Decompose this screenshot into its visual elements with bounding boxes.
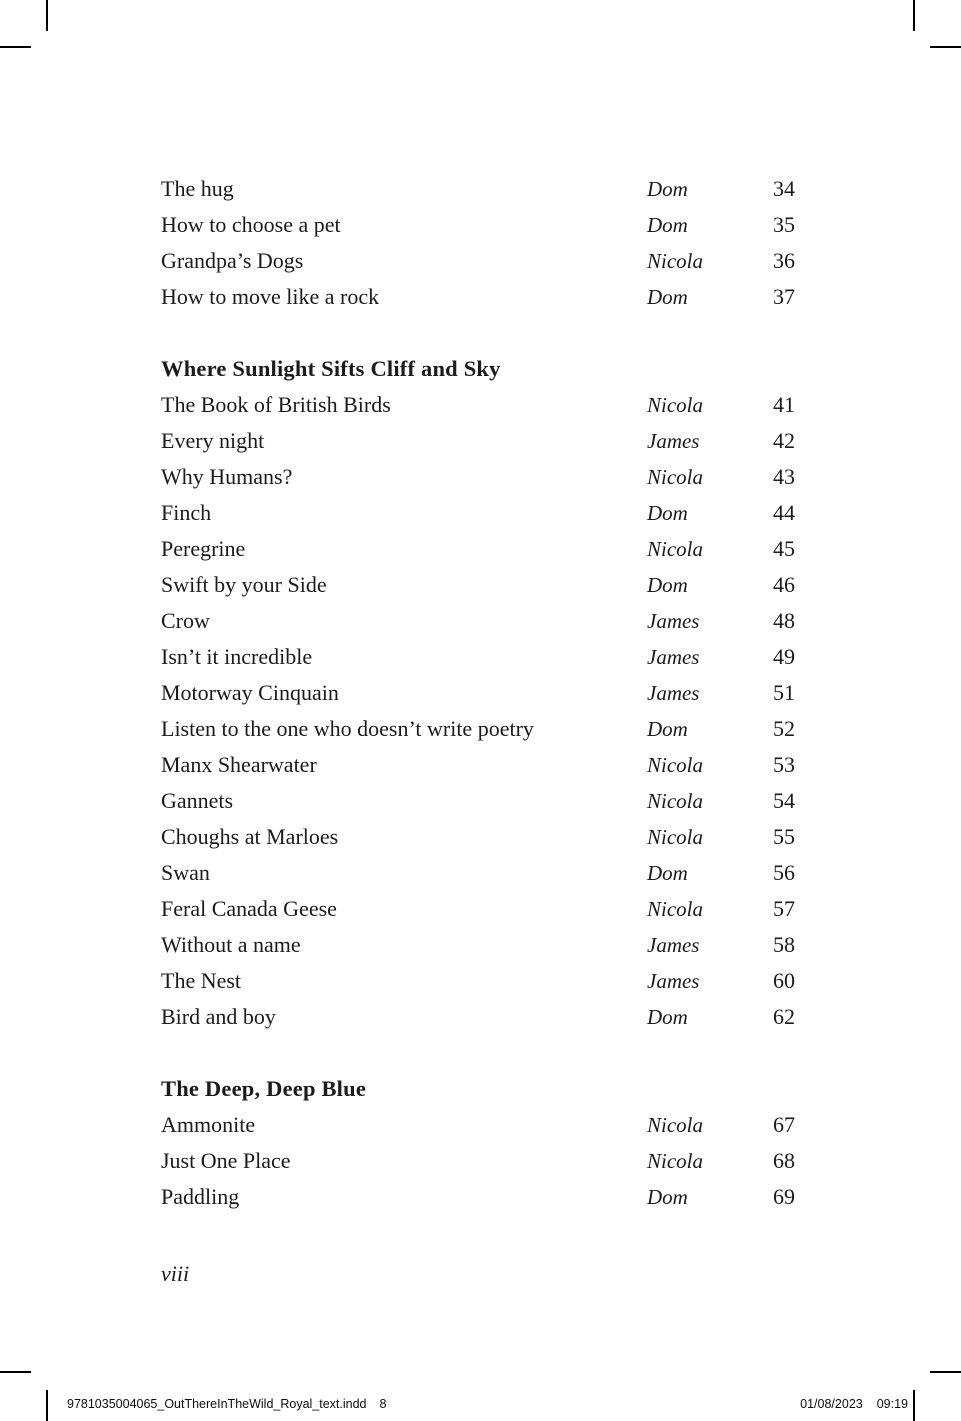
toc-entry-row [161,207,806,243]
footer-file-name: 9781035004065_OutThereInTheWild_Royal_text.indd [67,1397,367,1411]
footer-date: 01/08/2023 [800,1397,863,1411]
toc-entry-author: James [647,681,700,705]
toc-entry-title: Every night [161,428,265,453]
toc-entry-author: Nicola [647,789,703,813]
toc-entry-author: Nicola [647,1149,703,1173]
toc-entry-page-number: 60 [773,968,795,993]
toc-entry-page-number: 55 [773,824,795,849]
toc-entry-title: Ammonite [161,1112,256,1137]
toc-entry-title: Choughs at Marloes [161,824,339,849]
crop-mark-top-left-vertical [46,0,48,31]
toc-entry-author: Dom [647,501,688,525]
toc-entry-title: How to move like a rock [161,284,380,309]
toc-entry-title: Finch [161,500,212,525]
toc-entry-page-number: 57 [773,896,795,921]
crop-mark-bottom-right-horizontal [930,1371,961,1373]
toc-entry-author: James [647,429,700,453]
toc-entry-row [161,747,806,783]
toc-entry-row [161,459,806,495]
toc-entry-author: Dom [647,861,688,885]
toc-entry-title: The Book of British Birds [161,392,391,417]
section-spacer [161,315,806,351]
toc-entry-author: Nicola [647,393,703,417]
toc-entry-row [161,711,806,747]
crop-mark-top-right-horizontal [930,46,961,48]
toc-entry-row [161,243,806,279]
section-heading: The Deep, Deep Blue [161,1076,367,1101]
toc-entry-title: Swift by your Side [161,572,327,597]
toc-entry-page-number: 35 [773,212,795,237]
toc-entry-row [161,495,806,531]
toc-entry-row [161,531,806,567]
toc-entry-page-number: 56 [773,860,795,885]
toc-entry-title: Gannets [161,788,234,813]
toc-entry-author: Nicola [647,465,703,489]
toc-entry-author: Nicola [647,753,703,777]
toc-entry-page-number: 41 [773,392,795,417]
toc-entry-author: Nicola [647,897,703,921]
toc-entry-row [161,423,806,459]
toc-entry-page-number: 53 [773,752,795,777]
toc-entry-row [161,927,806,963]
toc-entry-author: James [647,933,700,957]
crop-mark-top-right-vertical [913,0,915,31]
toc-entry-title: Grandpa’s Dogs [161,248,304,273]
toc-entry-page-number: 52 [773,716,795,741]
toc-entry-author: Nicola [647,537,703,561]
toc-entry-row [161,783,806,819]
toc-entry-author: Nicola [647,249,703,273]
toc-entry-page-number: 37 [773,284,795,309]
toc-entry-title: Motorway Cinquain [161,680,339,705]
footer-slug-right [800,1397,908,1412]
toc-entry-author: Dom [647,213,688,237]
toc-entry-title: Crow [161,608,210,633]
footer-sheet-number: 8 [379,1397,387,1411]
toc-entry-row [161,567,806,603]
toc-entry-author: Dom [647,717,688,741]
toc-entry-page-number: 58 [773,932,795,957]
table-of-contents [161,171,806,1215]
toc-entry-title: Just One Place [161,1148,291,1173]
toc-entry-title: Swan [161,860,210,885]
toc-entry-author: Dom [647,177,688,201]
footer-slug-left [67,1397,386,1412]
section-spacer [161,1035,806,1071]
toc-entry-page-number: 42 [773,428,795,453]
toc-entry-title: Manx Shearwater [161,752,317,777]
footer-time: 09:19 [876,1397,908,1411]
toc-entry-row [161,855,806,891]
toc-entry-row [161,279,806,315]
toc-entry-row [161,1143,806,1179]
toc-entry-title: How to choose a pet [161,212,341,237]
toc-entry-author: Nicola [647,825,703,849]
toc-entry-row [161,603,806,639]
crop-mark-bottom-left-vertical [46,1390,48,1421]
toc-entry-page-number: 45 [773,536,795,561]
toc-entry-page-number: 44 [773,500,795,525]
toc-entry-page-number: 46 [773,572,795,597]
toc-entry-page-number: 48 [773,608,795,633]
toc-entry-author: Dom [647,1005,688,1029]
toc-entry-row [161,171,806,207]
toc-entry-title: Bird and boy [161,1004,276,1029]
toc-entry-author: Dom [647,285,688,309]
toc-entry-page-number: 43 [773,464,795,489]
toc-entry-page-number: 49 [773,644,795,669]
toc-entry-page-number: 51 [773,680,795,705]
toc-entry-row [161,675,806,711]
toc-entry-row [161,639,806,675]
page-folio: viii [161,1261,190,1286]
toc-entry-title: Feral Canada Geese [161,896,337,921]
toc-entry-page-number: 36 [773,248,795,273]
toc-entry-row [161,387,806,423]
toc-entry-page-number: 34 [773,176,795,201]
toc-entry-page-number: 54 [773,788,795,813]
toc-entry-page-number: 69 [773,1184,795,1209]
toc-entry-title: Why Humans? [161,464,293,489]
toc-entry-title: The hug [161,176,234,201]
toc-entry-row [161,963,806,999]
toc-entry-title: Paddling [161,1184,240,1209]
toc-entry-author: James [647,969,700,993]
toc-entry-page-number: 67 [773,1112,795,1137]
toc-entry-title: Isn’t it incredible [161,644,313,669]
toc-entry-author: Dom [647,1185,688,1209]
toc-entry-row [161,999,806,1035]
crop-mark-top-left-horizontal [0,46,31,48]
toc-entry-title: Listen to the one who doesn’t write poetry [161,716,534,741]
toc-entry-author: James [647,645,700,669]
toc-entry-row [161,1179,806,1215]
toc-entry-row [161,819,806,855]
crop-mark-bottom-left-horizontal [0,1371,31,1373]
toc-entry-title: The Nest [161,968,242,993]
toc-entry-title: Without a name [161,932,301,957]
toc-entry-author: James [647,609,700,633]
toc-entry-row [161,1107,806,1143]
toc-entry-row [161,891,806,927]
crop-mark-bottom-right-vertical [913,1390,915,1421]
toc-entry-author: Nicola [647,1113,703,1137]
toc-entry-title: Peregrine [161,536,246,561]
section-heading: Where Sunlight Sifts Cliff and Sky [161,356,501,381]
toc-entry-author: Dom [647,573,688,597]
toc-entry-page-number: 62 [773,1004,795,1029]
toc-entry-page-number: 68 [773,1148,795,1173]
